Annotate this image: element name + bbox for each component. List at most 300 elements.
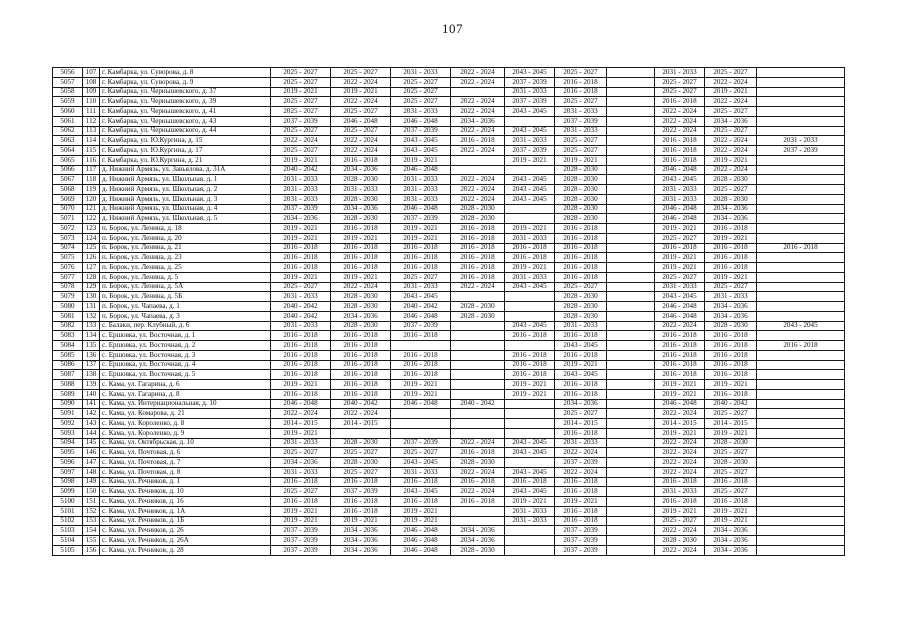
period-cell (391, 341, 451, 351)
sub-number-cell: 140 (83, 389, 100, 399)
row-number-cell: 5065 (53, 155, 83, 165)
row-number-cell: 5103 (53, 526, 83, 536)
period-cell: 2022 - 2024 (705, 165, 757, 175)
period-cell: 2022 - 2024 (271, 136, 331, 146)
period-cell: 2031 - 2033 (655, 194, 705, 204)
table-row (53, 87, 845, 97)
period-cell: 2025 - 2027 (271, 448, 331, 458)
address-cell: с. Кама, ул. Речников, д. 10 (100, 487, 271, 497)
period-cell: 2028 - 2030 (555, 165, 607, 175)
period-cell (607, 360, 655, 370)
address-cell: с. Кама, ул. Гагарина, д. 6 (100, 380, 271, 390)
period-cell (757, 526, 845, 536)
period-cell (757, 370, 845, 380)
period-cell: 2022 - 2024 (705, 146, 757, 156)
period-cell: 2016 - 2018 (655, 370, 705, 380)
period-cell: 2016 - 2018 (555, 263, 607, 273)
table-row (53, 341, 845, 351)
period-cell: 2019 - 2021 (271, 506, 331, 516)
period-cell (607, 233, 655, 243)
table-row (53, 155, 845, 165)
address-cell: г. Камбарка, ул. Чернышевского, д. 44 (100, 126, 271, 136)
period-cell: 2019 - 2021 (391, 155, 451, 165)
period-cell (757, 107, 845, 117)
period-cell: 2043 - 2045 (505, 438, 555, 448)
sub-number-cell: 138 (83, 370, 100, 380)
period-cell: 2016 - 2018 (505, 370, 555, 380)
table-row (53, 126, 845, 136)
period-cell (607, 282, 655, 292)
row-number-cell: 5084 (53, 341, 83, 351)
period-cell: 2043 - 2045 (391, 136, 451, 146)
period-cell: 2016 - 2018 (705, 477, 757, 487)
period-cell (505, 419, 555, 429)
period-cell: 2028 - 2030 (705, 194, 757, 204)
address-cell: п. Борок, ул. Ленина, д. 18 (100, 224, 271, 234)
period-cell: 2016 - 2018 (391, 243, 451, 253)
period-cell (607, 175, 655, 185)
period-cell (607, 389, 655, 399)
period-cell: 2016 - 2018 (391, 331, 451, 341)
period-cell (505, 292, 555, 302)
row-number-cell: 5062 (53, 126, 83, 136)
period-cell (607, 331, 655, 341)
table-row (53, 68, 845, 78)
period-cell: 2031 - 2033 (655, 185, 705, 195)
period-cell: 2025 - 2027 (705, 409, 757, 419)
address-cell: г. Камбарка, ул. Чернышевского, д. 43 (100, 116, 271, 126)
period-cell: 2046 - 2048 (391, 545, 451, 555)
period-cell: 2022 - 2024 (451, 185, 505, 195)
period-cell: 2046 - 2048 (391, 399, 451, 409)
period-cell: 2016 - 2018 (555, 380, 607, 390)
period-cell: 2046 - 2048 (391, 165, 451, 175)
period-cell: 2028 - 2030 (655, 536, 705, 546)
period-cell: 2037 - 2039 (271, 536, 331, 546)
address-cell: г. Камбарка, ул. Суворова, д. 8 (100, 68, 271, 78)
address-cell: д. Нижний Армязь, ул. Школьная, д. 3 (100, 194, 271, 204)
period-cell: 2028 - 2030 (555, 302, 607, 312)
period-cell: 2016 - 2018 (391, 477, 451, 487)
period-cell: 2014 - 2015 (271, 419, 331, 429)
period-cell (757, 350, 845, 360)
row-number-cell: 5060 (53, 107, 83, 117)
period-cell: 2031 - 2033 (505, 516, 555, 526)
period-cell: 2016 - 2018 (555, 389, 607, 399)
period-cell: 2016 - 2018 (505, 477, 555, 487)
address-cell: г. Камбарка, ул. Ю.Кургина, д. 17 (100, 146, 271, 156)
period-cell (451, 165, 505, 175)
sub-number-cell: 129 (83, 282, 100, 292)
period-cell (607, 380, 655, 390)
period-cell: 2016 - 2018 (555, 350, 607, 360)
period-cell: 2028 - 2030 (451, 311, 505, 321)
period-cell: 2025 - 2027 (271, 282, 331, 292)
period-cell: 2037 - 2039 (505, 97, 555, 107)
period-cell: 2019 - 2021 (705, 233, 757, 243)
period-cell: 2016 - 2018 (505, 350, 555, 360)
period-cell: 2019 - 2021 (331, 87, 391, 97)
period-cell: 2019 - 2021 (271, 380, 331, 390)
period-cell: 2043 - 2045 (555, 341, 607, 351)
period-cell: 2016 - 2018 (555, 487, 607, 497)
address-cell: с. Кама, ул. Октябрьская, д. 10 (100, 438, 271, 448)
table-row (53, 516, 845, 526)
sub-number-cell: 148 (83, 467, 100, 477)
period-cell (451, 389, 505, 399)
period-cell: 2025 - 2027 (655, 272, 705, 282)
period-cell: 2019 - 2021 (391, 380, 451, 390)
period-cell (757, 497, 845, 507)
address-cell: с. Кама, ул. Речников, д. 16 (100, 497, 271, 507)
sub-number-cell: 155 (83, 536, 100, 546)
period-cell: 2016 - 2018 (757, 341, 845, 351)
period-cell: 2031 - 2033 (505, 233, 555, 243)
period-cell: 2016 - 2018 (705, 350, 757, 360)
period-cell: 2034 - 2036 (451, 536, 505, 546)
period-cell: 2037 - 2039 (271, 526, 331, 536)
period-cell (757, 438, 845, 448)
period-cell: 2016 - 2018 (705, 360, 757, 370)
period-cell: 2019 - 2021 (505, 155, 555, 165)
period-cell (607, 292, 655, 302)
period-cell: 2028 - 2030 (555, 292, 607, 302)
period-cell: 2028 - 2030 (705, 458, 757, 468)
period-cell: 2031 - 2033 (391, 175, 451, 185)
table-row (53, 360, 845, 370)
row-number-cell: 5067 (53, 175, 83, 185)
period-cell (607, 77, 655, 87)
period-cell (757, 116, 845, 126)
sub-number-cell: 132 (83, 311, 100, 321)
period-cell: 2025 - 2027 (555, 409, 607, 419)
period-cell (607, 467, 655, 477)
period-cell (451, 341, 505, 351)
table-row (53, 292, 845, 302)
period-cell: 2019 - 2021 (271, 155, 331, 165)
period-cell: 2016 - 2018 (705, 253, 757, 263)
period-cell: 2016 - 2018 (555, 477, 607, 487)
period-cell: 2022 - 2024 (451, 175, 505, 185)
period-cell: 2043 - 2045 (391, 487, 451, 497)
period-cell (607, 409, 655, 419)
period-cell: 2019 - 2021 (331, 272, 391, 282)
period-cell: 2031 - 2033 (391, 68, 451, 78)
period-cell (607, 448, 655, 458)
period-cell: 2046 - 2048 (391, 536, 451, 546)
period-cell: 2025 - 2027 (555, 146, 607, 156)
table-row (53, 214, 845, 224)
period-cell: 2043 - 2045 (757, 321, 845, 331)
period-cell: 2037 - 2039 (271, 545, 331, 555)
sub-number-cell: 156 (83, 545, 100, 555)
sub-number-cell: 115 (83, 146, 100, 156)
period-cell (757, 506, 845, 516)
sub-number-cell: 122 (83, 214, 100, 224)
period-cell: 2016 - 2018 (271, 243, 331, 253)
period-cell: 2025 - 2027 (271, 146, 331, 156)
sub-number-cell: 121 (83, 204, 100, 214)
period-cell: 2019 - 2021 (271, 87, 331, 97)
period-cell (451, 360, 505, 370)
table-row (53, 185, 845, 195)
period-cell (607, 506, 655, 516)
period-cell: 2046 - 2048 (655, 302, 705, 312)
period-cell (607, 126, 655, 136)
row-number-cell: 5073 (53, 233, 83, 243)
period-cell: 2025 - 2027 (705, 282, 757, 292)
period-cell: 2034 - 2036 (451, 526, 505, 536)
period-cell: 2034 - 2036 (451, 116, 505, 126)
period-cell: 2016 - 2018 (451, 272, 505, 282)
period-cell: 2019 - 2021 (505, 380, 555, 390)
period-cell: 2031 - 2033 (555, 321, 607, 331)
period-cell: 2034 - 2036 (555, 399, 607, 409)
period-cell: 2037 - 2039 (391, 321, 451, 331)
period-cell (757, 165, 845, 175)
page-number: 107 (442, 21, 463, 36)
period-cell (607, 302, 655, 312)
sub-number-cell: 126 (83, 253, 100, 263)
period-cell (757, 360, 845, 370)
period-cell: 2016 - 2018 (331, 263, 391, 273)
period-cell (505, 536, 555, 546)
table-row (53, 526, 845, 536)
period-cell: 2043 - 2045 (505, 487, 555, 497)
period-cell: 2016 - 2018 (555, 233, 607, 243)
period-cell: 2031 - 2033 (505, 136, 555, 146)
address-cell: г. Камбарка, ул. Суворова, д. 9 (100, 77, 271, 87)
period-cell: 2031 - 2033 (391, 282, 451, 292)
period-cell: 2034 - 2036 (705, 545, 757, 555)
period-cell (607, 243, 655, 253)
period-cell: 2016 - 2018 (705, 497, 757, 507)
period-cell: 2043 - 2045 (505, 282, 555, 292)
period-cell (505, 214, 555, 224)
period-cell: 2019 - 2021 (505, 224, 555, 234)
period-cell (451, 380, 505, 390)
address-cell: п. Борок, ул. Ленина, д. 25 (100, 263, 271, 273)
period-cell: 2016 - 2018 (655, 341, 705, 351)
sub-number-cell: 130 (83, 292, 100, 302)
table-row (53, 536, 845, 546)
period-cell: 2016 - 2018 (655, 477, 705, 487)
period-cell: 2025 - 2027 (655, 516, 705, 526)
period-cell: 2031 - 2033 (391, 467, 451, 477)
sub-number-cell: 113 (83, 126, 100, 136)
period-cell: 2019 - 2021 (331, 233, 391, 243)
table-row (53, 399, 845, 409)
period-cell: 2025 - 2027 (271, 487, 331, 497)
period-cell: 2028 - 2030 (555, 311, 607, 321)
period-cell: 2037 - 2039 (505, 77, 555, 87)
period-cell: 2034 - 2036 (331, 526, 391, 536)
table-row (53, 243, 845, 253)
period-cell: 2031 - 2033 (705, 292, 757, 302)
period-cell: 2037 - 2039 (757, 146, 845, 156)
period-cell (607, 536, 655, 546)
period-cell (505, 311, 555, 321)
period-cell (607, 487, 655, 497)
sub-number-cell: 114 (83, 136, 100, 146)
period-cell: 2019 - 2021 (705, 428, 757, 438)
period-cell (757, 399, 845, 409)
row-number-cell: 5102 (53, 516, 83, 526)
period-cell: 2022 - 2024 (451, 97, 505, 107)
period-cell: 2016 - 2018 (555, 77, 607, 87)
address-cell: д. Нижний Армязь, ул. Завьялова, д. 31А (100, 165, 271, 175)
period-cell: 2034 - 2036 (705, 526, 757, 536)
period-cell: 2016 - 2018 (555, 331, 607, 341)
period-cell: 2025 - 2027 (271, 126, 331, 136)
address-cell: г. Камбарка, ул. Ю.Кургина, д. 21 (100, 155, 271, 165)
period-cell (451, 155, 505, 165)
table-row (53, 272, 845, 282)
period-cell: 2031 - 2033 (271, 185, 331, 195)
period-cell: 2037 - 2039 (555, 458, 607, 468)
period-cell (607, 107, 655, 117)
period-cell: 2022 - 2024 (655, 448, 705, 458)
period-cell: 2022 - 2024 (655, 321, 705, 331)
period-cell (607, 399, 655, 409)
period-cell: 2016 - 2018 (505, 253, 555, 263)
period-cell: 2040 - 2042 (331, 399, 391, 409)
period-cell: 2046 - 2048 (391, 526, 451, 536)
period-cell: 2019 - 2021 (391, 389, 451, 399)
sub-number-cell: 137 (83, 360, 100, 370)
period-cell: 2043 - 2045 (391, 146, 451, 156)
period-cell (607, 370, 655, 380)
table-row (53, 545, 845, 555)
period-cell: 2028 - 2030 (555, 194, 607, 204)
row-number-cell: 5063 (53, 136, 83, 146)
period-cell (757, 185, 845, 195)
period-cell (607, 419, 655, 429)
sub-number-cell: 108 (83, 77, 100, 87)
period-cell: 2025 - 2027 (271, 107, 331, 117)
period-cell (607, 497, 655, 507)
table-row (53, 419, 845, 429)
sub-number-cell: 152 (83, 506, 100, 516)
period-cell: 2031 - 2033 (271, 194, 331, 204)
period-cell: 2016 - 2018 (331, 497, 391, 507)
period-cell: 2034 - 2036 (271, 214, 331, 224)
period-cell: 2031 - 2033 (555, 438, 607, 448)
period-cell: 2019 - 2021 (705, 272, 757, 282)
period-cell: 2022 - 2024 (655, 526, 705, 536)
row-number-cell: 5072 (53, 224, 83, 234)
period-cell (505, 204, 555, 214)
period-cell (505, 458, 555, 468)
address-cell: д. Нижний Армязь, ул. Школьная, д. 5 (100, 214, 271, 224)
period-cell: 2028 - 2030 (331, 302, 391, 312)
period-cell: 2016 - 2018 (331, 331, 391, 341)
period-cell (757, 126, 845, 136)
sub-number-cell: 131 (83, 302, 100, 312)
address-cell: с. Кама, ул. Почтовая, д. 7 (100, 458, 271, 468)
period-cell: 2028 - 2030 (331, 321, 391, 331)
period-cell (505, 526, 555, 536)
period-cell: 2037 - 2039 (391, 438, 451, 448)
period-cell (757, 282, 845, 292)
sub-number-cell: 141 (83, 399, 100, 409)
period-cell: 2019 - 2021 (271, 224, 331, 234)
period-cell: 2016 - 2018 (505, 360, 555, 370)
period-cell: 2028 - 2030 (451, 545, 505, 555)
period-cell (757, 419, 845, 429)
sub-number-cell: 151 (83, 497, 100, 507)
row-number-cell: 5089 (53, 389, 83, 399)
period-cell: 2025 - 2027 (705, 467, 757, 477)
address-cell: п. Борок, ул. Чапаева, д. 1 (100, 302, 271, 312)
period-cell (607, 341, 655, 351)
table-row (53, 321, 845, 331)
period-cell (757, 233, 845, 243)
period-cell: 2028 - 2030 (331, 175, 391, 185)
sub-number-cell: 127 (83, 263, 100, 273)
period-cell: 2031 - 2033 (655, 68, 705, 78)
sub-number-cell: 146 (83, 448, 100, 458)
period-cell: 2016 - 2018 (555, 224, 607, 234)
table-row (53, 350, 845, 360)
period-cell: 2022 - 2024 (655, 126, 705, 136)
period-cell: 2028 - 2030 (555, 204, 607, 214)
table-row (53, 370, 845, 380)
address-cell: с. Кама, ул. Речников, д. 1Б (100, 516, 271, 526)
period-cell: 2016 - 2018 (705, 370, 757, 380)
period-cell: 2046 - 2048 (331, 116, 391, 126)
period-cell: 2043 - 2045 (505, 185, 555, 195)
table-row (53, 97, 845, 107)
period-cell (391, 409, 451, 419)
period-cell (451, 516, 505, 526)
period-cell (607, 224, 655, 234)
period-cell: 2043 - 2045 (505, 448, 555, 458)
table-row (53, 263, 845, 273)
address-cell: с. Ершовка, ул. Восточная, д. 3 (100, 350, 271, 360)
address-cell: с. Кама, ул. Интернациональная, д. 10 (100, 399, 271, 409)
period-cell: 2016 - 2018 (655, 155, 705, 165)
row-number-cell: 5101 (53, 506, 83, 516)
period-cell: 2028 - 2030 (331, 292, 391, 302)
period-cell (607, 311, 655, 321)
table-body (53, 68, 845, 556)
period-cell: 2040 - 2042 (451, 399, 505, 409)
period-cell (607, 204, 655, 214)
period-cell: 2019 - 2021 (391, 233, 451, 243)
period-cell: 2016 - 2018 (655, 331, 705, 341)
address-cell: с. Кама, ул. Комарова, д. 21 (100, 409, 271, 419)
row-number-cell: 5088 (53, 380, 83, 390)
period-cell: 2037 - 2039 (555, 116, 607, 126)
address-cell: д. Нижний Армязь, ул. Школьная, д. 1 (100, 175, 271, 185)
table-row (53, 380, 845, 390)
period-cell: 2046 - 2048 (655, 214, 705, 224)
row-number-cell: 5082 (53, 321, 83, 331)
period-cell (757, 253, 845, 263)
address-cell: д. Нижний Армязь, ул. Школьная, д. 4 (100, 204, 271, 214)
address-cell: с. Кама, ул. Речников, д. 1А (100, 506, 271, 516)
period-cell: 2025 - 2027 (655, 87, 705, 97)
period-cell: 2016 - 2018 (555, 428, 607, 438)
period-cell (451, 428, 505, 438)
period-cell: 2014 - 2015 (655, 419, 705, 429)
period-cell: 2046 - 2048 (391, 204, 451, 214)
period-cell: 2014 - 2015 (555, 419, 607, 429)
period-cell (607, 97, 655, 107)
period-cell: 2034 - 2036 (705, 311, 757, 321)
sub-number-cell: 135 (83, 341, 100, 351)
